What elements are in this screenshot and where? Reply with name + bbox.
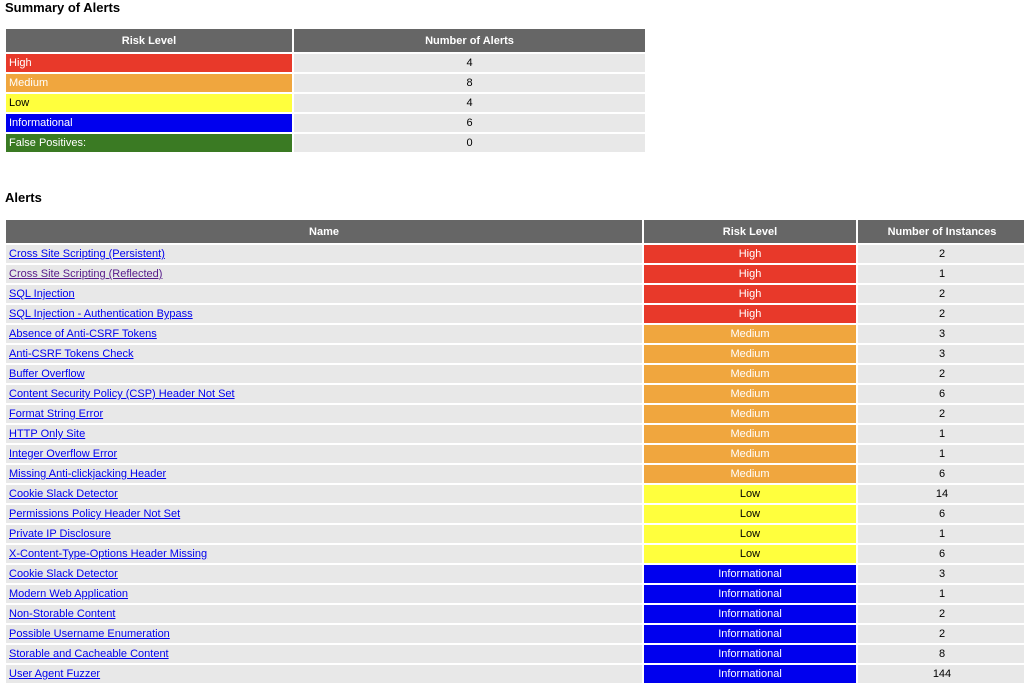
- alert-name-link[interactable]: SQL Injection: [9, 288, 75, 300]
- summary-header-row: [6, 29, 645, 52]
- alert-row: [6, 325, 1024, 343]
- alert-risk-level: Informational: [644, 565, 856, 583]
- summary-header-risk-level: Risk Level: [6, 29, 292, 52]
- summary-risk-label: Medium: [6, 74, 292, 92]
- summary-table: [4, 27, 647, 154]
- alert-name-cell: [6, 245, 642, 263]
- alert-name-link[interactable]: User Agent Fuzzer: [9, 668, 101, 680]
- alert-risk-level: Medium: [644, 345, 856, 363]
- alert-risk-level: Medium: [644, 445, 856, 463]
- alert-risk-level: Informational: [644, 625, 856, 643]
- alert-row: [6, 505, 1024, 523]
- alert-name-cell: [6, 445, 642, 463]
- alert-row: [6, 645, 1024, 663]
- alert-name-link[interactable]: Non-Storable Content: [9, 608, 116, 620]
- alert-risk-level: Medium: [644, 385, 856, 403]
- alert-instance-count: 8: [858, 645, 1024, 663]
- alert-risk-level: Low: [644, 525, 856, 543]
- alert-name-cell: [6, 605, 642, 623]
- alert-instance-count: 2: [858, 245, 1024, 263]
- alert-risk-level: Medium: [644, 465, 856, 483]
- alert-instance-count: 2: [858, 365, 1024, 383]
- alert-row: [6, 365, 1024, 383]
- alert-name-cell: [6, 365, 642, 383]
- alert-row: [6, 425, 1024, 443]
- summary-alert-count: 4: [294, 54, 645, 72]
- alert-row: [6, 445, 1024, 463]
- alert-name-link[interactable]: Anti-CSRF Tokens Check: [9, 348, 134, 360]
- alert-risk-level: Informational: [644, 665, 856, 683]
- alert-risk-level: High: [644, 245, 856, 263]
- alert-instance-count: 2: [858, 305, 1024, 323]
- alert-name-cell: [6, 565, 642, 583]
- alert-instance-count: 2: [858, 405, 1024, 423]
- summary-row: [6, 114, 645, 132]
- alert-name-cell: [6, 285, 642, 303]
- alert-row: [6, 665, 1024, 683]
- alert-instance-count: 2: [858, 605, 1024, 623]
- summary-risk-label: Low: [6, 94, 292, 112]
- alerts-header-instances: Number of Instances: [858, 220, 1024, 243]
- alert-name-link[interactable]: Permissions Policy Header Not Set: [9, 508, 181, 520]
- alert-instance-count: 3: [858, 325, 1024, 343]
- alert-row: [6, 525, 1024, 543]
- alert-instance-count: 1: [858, 445, 1024, 463]
- alert-row: [6, 465, 1024, 483]
- summary-row: [6, 54, 645, 72]
- alert-name-cell: [6, 385, 642, 403]
- alert-instance-count: 6: [858, 385, 1024, 403]
- alert-name-cell: [6, 545, 642, 563]
- alert-risk-level: Medium: [644, 325, 856, 343]
- alert-name-link[interactable]: SQL Injection - Authentication Bypass: [9, 308, 193, 320]
- summary-alert-count: 0: [294, 134, 645, 152]
- alert-name-link[interactable]: Buffer Overflow: [9, 368, 85, 380]
- alert-row: [6, 545, 1024, 563]
- alert-row: [6, 245, 1024, 263]
- alert-instance-count: 1: [858, 425, 1024, 443]
- alert-instance-count: 3: [858, 565, 1024, 583]
- summary-risk-label: False Positives:: [6, 134, 292, 152]
- alert-name-link[interactable]: Cross Site Scripting (Reflected): [9, 268, 163, 280]
- alerts-title: Alerts: [5, 190, 42, 205]
- alert-row: [6, 605, 1024, 623]
- summary-header-count: Number of Alerts: [294, 29, 645, 52]
- alert-name-cell: [6, 585, 642, 603]
- alert-name-link[interactable]: Modern Web Application: [9, 588, 129, 600]
- alert-name-cell: [6, 625, 642, 643]
- alert-name-link[interactable]: Possible Username Enumeration: [9, 628, 170, 640]
- alert-name-cell: [6, 305, 642, 323]
- alert-name-cell: [6, 505, 642, 523]
- alert-name-cell: [6, 425, 642, 443]
- alert-risk-level: Informational: [644, 645, 856, 663]
- alert-risk-level: Low: [644, 545, 856, 563]
- alert-instance-count: 14: [858, 485, 1024, 503]
- alert-row: [6, 285, 1024, 303]
- alert-name-cell: [6, 325, 642, 343]
- summary-title: Summary of Alerts: [5, 0, 121, 15]
- alert-name-link[interactable]: Cookie Slack Detector: [9, 488, 118, 500]
- alert-risk-level: Low: [644, 485, 856, 503]
- alert-risk-level: Medium: [644, 365, 856, 383]
- alert-name-link[interactable]: HTTP Only Site: [9, 428, 86, 440]
- alert-name-link[interactable]: Integer Overflow Error: [9, 448, 118, 460]
- alert-name-cell: [6, 665, 642, 683]
- summary-row: [6, 74, 645, 92]
- summary-row: [6, 134, 645, 152]
- alert-risk-level: Informational: [644, 585, 856, 603]
- alert-name-link[interactable]: Cookie Slack Detector: [9, 568, 118, 580]
- alert-row: [6, 385, 1024, 403]
- alert-name-link[interactable]: Cross Site Scripting (Persistent): [9, 248, 165, 260]
- alert-instance-count: 1: [858, 265, 1024, 283]
- alert-name-cell: [6, 345, 642, 363]
- alert-name-cell: [6, 525, 642, 543]
- alert-instance-count: 144: [858, 665, 1024, 683]
- summary-alert-count: 4: [294, 94, 645, 112]
- summary-alert-count: 6: [294, 114, 645, 132]
- alert-name-link[interactable]: Missing Anti-clickjacking Header: [9, 468, 167, 480]
- alerts-header-row: [6, 220, 1024, 243]
- alert-risk-level: High: [644, 285, 856, 303]
- alert-name-link[interactable]: Storable and Cacheable Content: [9, 648, 169, 660]
- alert-instance-count: 3: [858, 345, 1024, 363]
- summary-alert-count: 8: [294, 74, 645, 92]
- summary-risk-label: Informational: [6, 114, 292, 132]
- alert-row: [6, 405, 1024, 423]
- alerts-table: [4, 218, 1024, 685]
- alert-risk-level: High: [644, 305, 856, 323]
- alert-instance-count: 6: [858, 465, 1024, 483]
- alert-name-link[interactable]: Format String Error: [9, 408, 104, 420]
- alert-instance-count: 6: [858, 505, 1024, 523]
- alert-risk-level: Medium: [644, 405, 856, 423]
- alert-row: [6, 345, 1024, 363]
- alert-instance-count: 2: [858, 285, 1024, 303]
- summary-risk-label: High: [6, 54, 292, 72]
- alert-name-cell: [6, 485, 642, 503]
- alert-row: [6, 305, 1024, 323]
- alerts-header-name: Name: [6, 220, 642, 243]
- alert-name-cell: [6, 645, 642, 663]
- alert-name-link[interactable]: Private IP Disclosure: [9, 528, 111, 540]
- alert-row: [6, 485, 1024, 503]
- alert-name-link[interactable]: Absence of Anti-CSRF Tokens: [9, 328, 157, 340]
- alert-row: [6, 625, 1024, 643]
- summary-row: [6, 94, 645, 112]
- alert-risk-level: High: [644, 265, 856, 283]
- alert-name-cell: [6, 465, 642, 483]
- alert-name-link[interactable]: Content Security Policy (CSP) Header Not Set: [9, 388, 235, 400]
- alert-name-cell: [6, 405, 642, 423]
- alert-row: [6, 565, 1024, 583]
- alert-instance-count: 6: [858, 545, 1024, 563]
- alert-risk-level: Low: [644, 505, 856, 523]
- alert-name-link[interactable]: X-Content-Type-Options Header Missing: [9, 548, 208, 560]
- alert-row: [6, 585, 1024, 603]
- alert-risk-level: Informational: [644, 605, 856, 623]
- alert-instance-count: 1: [858, 525, 1024, 543]
- alert-row: [6, 265, 1024, 283]
- alert-name-cell: [6, 265, 642, 283]
- alert-risk-level: Medium: [644, 425, 856, 443]
- alert-instance-count: 1: [858, 585, 1024, 603]
- alert-instance-count: 2: [858, 625, 1024, 643]
- alerts-header-risk-level: Risk Level: [644, 220, 856, 243]
